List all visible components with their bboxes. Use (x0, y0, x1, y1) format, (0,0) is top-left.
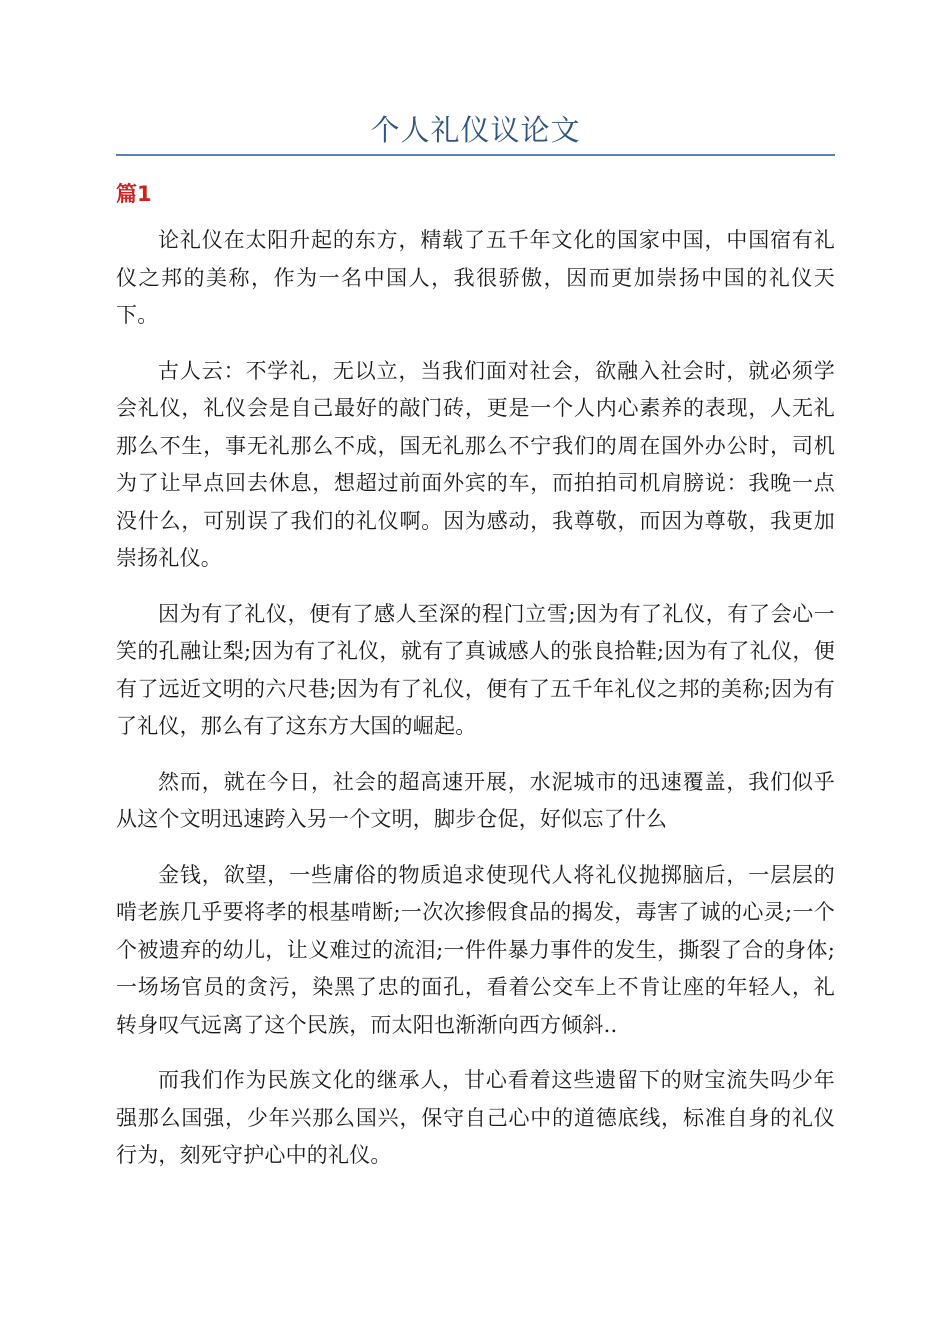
paragraph-6: 而我们作为民族文化的继承人，甘心看着这些遗留下的财宝流失吗少年强那么国强，少年兴那么国兴，保守自己心中的道德底线，标准自身的礼仪行为，刻死守护心中的礼仪。 (116, 1068, 835, 1167)
document-body (116, 222, 835, 1193)
paragraph-5: 金钱，欲望，一些庸俗的物质追求使现代人将礼仪抛掷脑后，一层层的啃老族几乎要将孝的根基啃断;一次次掺假食品的揭发，毒害了诚的心灵;一个个被遗弃的幼儿，让义难过的流泪;一件件暴力事件的发生，撕裂了合的身体;一场场官员的贪污，染黑了忠的面孔，看着公交车上不肯让座的年轻人，礼转身叹气远离了这个民族，而太阳也渐渐向西方倾斜.. (116, 862, 835, 1037)
document-title: 个人礼仪议论文 (370, 113, 581, 147)
paragraph-2: 古人云：不学礼，无以立，当我们面对社会，欲融入社会时，就必须学会礼仪，礼仪会是自己最好的敲门砖，更是一个人内心素养的表现，人无礼那么不生，事无礼那么不成，国无礼那么不宁我们的周在国外办公时，司机为了让早点回去休息，想超过前面外宾的车，而拍拍司机肩膀说：我晚一点没什么，可别误了我们的礼仪啊。因为感动，我尊敬，而因为尊敬，我更加崇扬礼仪。 (116, 358, 835, 570)
paragraph-3: 因为有了礼仪，便有了感人至深的程门立雪;因为有了礼仪，有了会心一笑的孔融让梨;因为有了礼仪，就有了真诚感人的张良拾鞋;因为有了礼仪，便有了远近文明的六尺巷;因为有了礼仪，便有了五千年礼仪之邦的美称;因为有了礼仪，那么有了这东方大国的崛起。 (116, 601, 835, 738)
section-heading: 篇1 (116, 182, 152, 206)
paragraph-4: 然而，就在今日，社会的超高速开展，水泥城市的迅速覆盖，我们似乎从这个文明迅速跨入另一个文明，脚步仓促，好似忘了什么 (116, 769, 835, 831)
title-underline (116, 154, 835, 156)
paragraph-1: 论礼仪在太阳升起的东方，精载了五千年文化的国家中国，中国宿有礼仪之邦的美称，作为一名中国人，我很骄傲，因而更加崇扬中国的礼仪天下。 (116, 228, 835, 327)
